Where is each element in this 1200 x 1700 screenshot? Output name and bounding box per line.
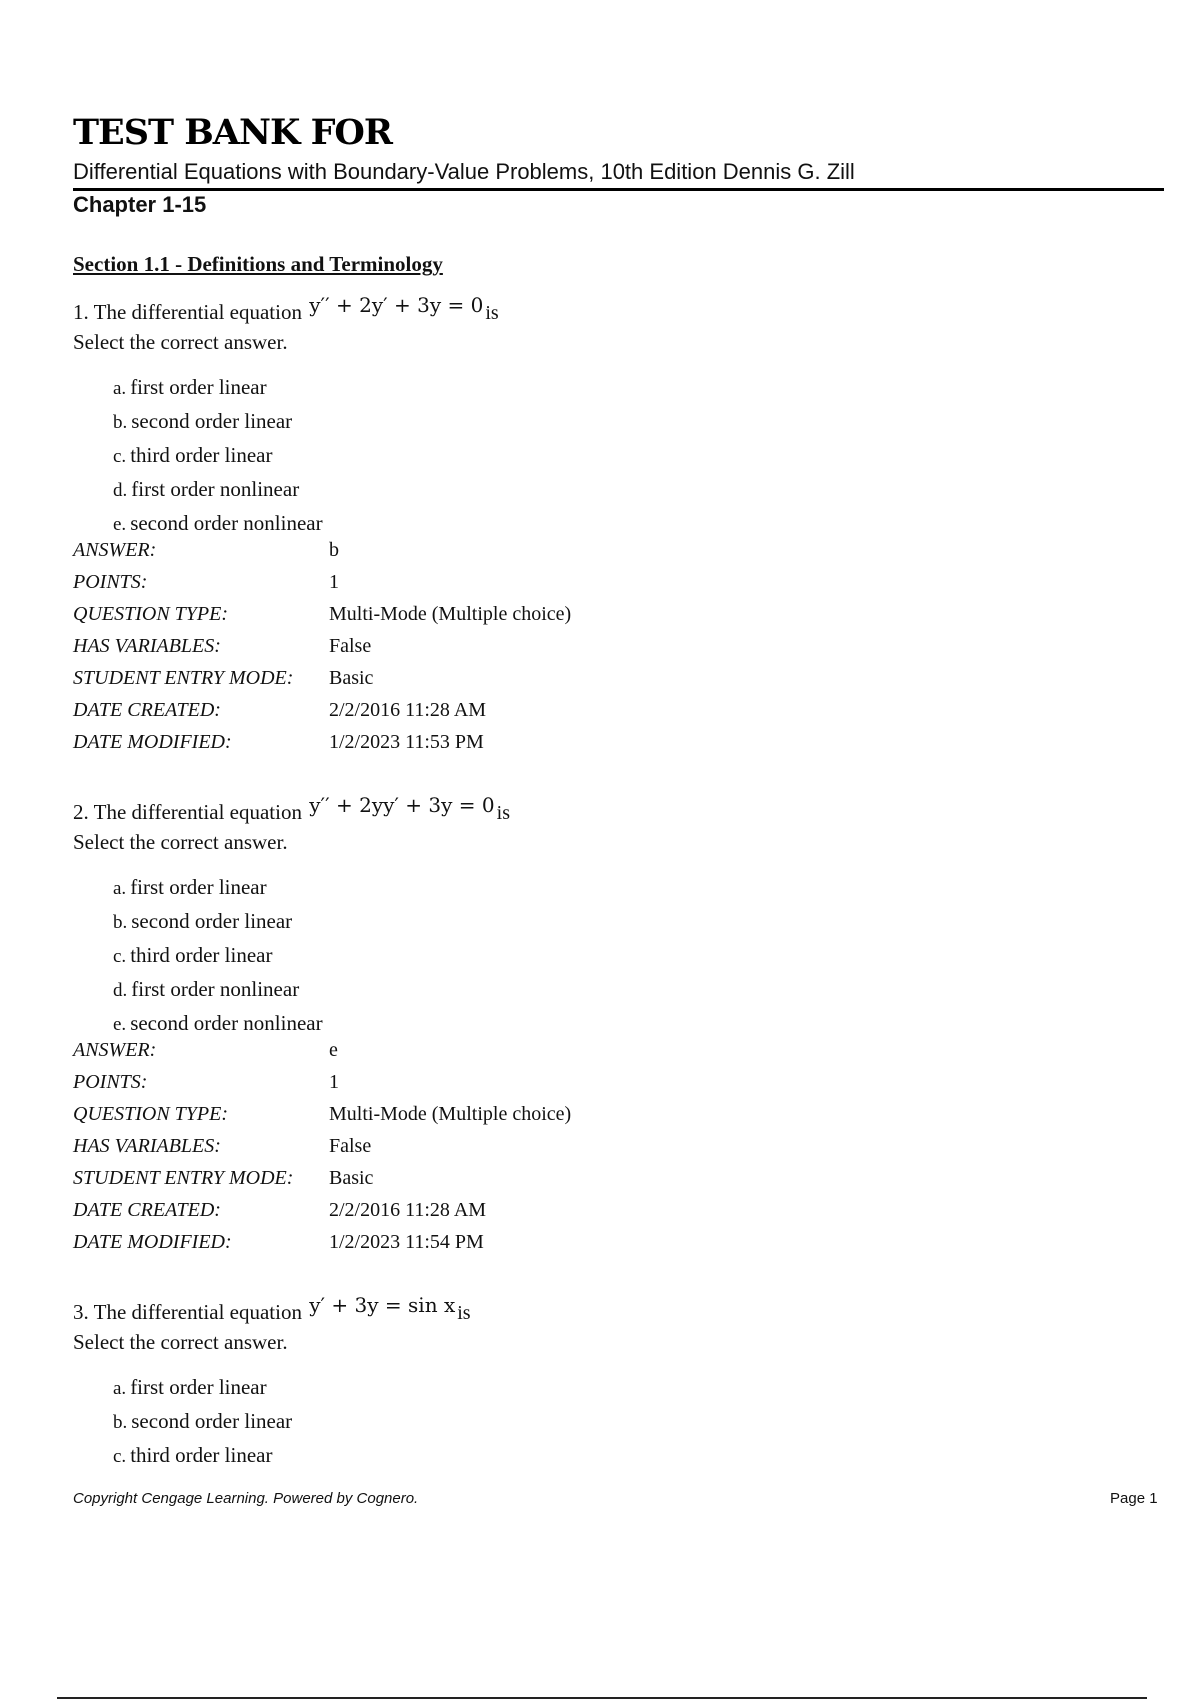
- question-stem: [73, 793, 1073, 830]
- option-letter: a.: [113, 378, 127, 399]
- meta-label: ANSWER:: [73, 539, 157, 561]
- question-1: [73, 293, 1073, 758]
- meta-date-modified: [73, 726, 1073, 758]
- option-text: second order nonlinear: [130, 511, 323, 535]
- option-letter: a.: [113, 1378, 127, 1399]
- meta-label: POINTS:: [73, 1071, 148, 1093]
- option-letter: e.: [113, 514, 127, 535]
- meta-label: ANSWER:: [73, 1039, 157, 1061]
- question-metadata: [73, 1034, 1073, 1258]
- meta-label: DATE CREATED:: [73, 699, 221, 721]
- document-title: TEST BANK FOR: [73, 112, 392, 153]
- option-text: first order nonlinear: [131, 977, 300, 1001]
- meta-value: 1/2/2023 11:54 PM: [329, 1231, 484, 1253]
- meta-date-created: [73, 694, 1073, 726]
- meta-label: POINTS:: [73, 571, 148, 593]
- option-text: first order linear: [130, 375, 267, 399]
- options-list: [113, 1370, 1073, 1472]
- bottom-rule: [57, 1697, 1147, 1699]
- option-letter: b.: [113, 1412, 128, 1433]
- meta-label: STUDENT ENTRY MODE:: [73, 1167, 294, 1189]
- question-2: [73, 793, 1073, 1258]
- meta-label: HAS VARIABLES:: [73, 1135, 221, 1157]
- option-text: third order linear: [130, 443, 273, 467]
- question-prompt: Select the correct answer.: [73, 830, 288, 854]
- meta-question-type: [73, 1098, 1073, 1130]
- question-suffix: is: [496, 802, 510, 824]
- question-stem: [73, 293, 1073, 330]
- option-letter: c.: [113, 1446, 127, 1467]
- question-text: 3. The differential equation: [73, 1300, 302, 1324]
- option-letter: d.: [113, 980, 128, 1001]
- meta-value: Multi-Mode (Multiple choice): [329, 1103, 572, 1125]
- equation: y′′ + 2y′ + 3y = 0: [309, 293, 484, 317]
- question-stem: [73, 1293, 1073, 1330]
- page-number: Page 1: [1110, 1490, 1158, 1507]
- option-letter: b.: [113, 912, 128, 933]
- options-list: [113, 870, 1073, 1040]
- meta-value: Multi-Mode (Multiple choice): [329, 603, 572, 625]
- meta-label: QUESTION TYPE:: [73, 1103, 229, 1125]
- meta-points: [73, 1066, 1073, 1098]
- question-metadata: [73, 534, 1073, 758]
- option-d: [113, 972, 1073, 1006]
- question-text: 2. The differential equation: [73, 800, 302, 824]
- option-b: [113, 1404, 1073, 1438]
- footer-copyright: Copyright Cengage Learning. Powered by Cognero.: [73, 1490, 419, 1507]
- option-b: [113, 404, 1073, 438]
- meta-label: DATE MODIFIED:: [73, 1231, 232, 1253]
- option-d: [113, 472, 1073, 506]
- option-b: [113, 904, 1073, 938]
- option-c: [113, 1438, 1073, 1472]
- meta-value: 1: [329, 1071, 339, 1093]
- meta-value: 2/2/2016 11:28 AM: [329, 699, 487, 721]
- option-c: [113, 438, 1073, 472]
- option-text: second order linear: [131, 409, 293, 433]
- meta-label: DATE CREATED:: [73, 1199, 221, 1221]
- option-text: second order linear: [131, 1409, 293, 1433]
- meta-label: DATE MODIFIED:: [73, 731, 232, 753]
- meta-points: [73, 566, 1073, 598]
- option-text: first order linear: [130, 875, 267, 899]
- option-text: third order linear: [130, 943, 273, 967]
- equation: y′′ + 2yy′ + 3y = 0: [309, 793, 495, 817]
- option-text: second order linear: [131, 909, 293, 933]
- meta-value: 1: [329, 571, 339, 593]
- header-rule: [73, 188, 1164, 191]
- meta-value: 1/2/2023 11:53 PM: [329, 731, 484, 753]
- option-text: first order nonlinear: [131, 477, 300, 501]
- section-heading: Section 1.1 - Definitions and Terminology: [73, 252, 443, 276]
- chapter-label: Chapter 1-15: [73, 192, 207, 217]
- meta-value: False: [329, 635, 372, 657]
- equation: y′ + 3y = sin x: [309, 1293, 456, 1317]
- meta-date-modified: [73, 1226, 1073, 1258]
- question-3: [73, 1293, 1073, 1472]
- meta-date-created: [73, 1194, 1073, 1226]
- option-letter: a.: [113, 878, 127, 899]
- option-letter: c.: [113, 946, 127, 967]
- option-a: [113, 370, 1073, 404]
- meta-student-entry-mode: [73, 1162, 1073, 1194]
- meta-question-type: [73, 598, 1073, 630]
- question-prompt: Select the correct answer.: [73, 1330, 288, 1354]
- option-letter: b.: [113, 412, 128, 433]
- option-text: third order linear: [130, 1443, 273, 1467]
- meta-answer: [73, 534, 1073, 566]
- option-text: first order linear: [130, 1375, 267, 1399]
- option-text: second order nonlinear: [130, 1011, 323, 1035]
- document-subtitle: Differential Equations with Boundary-Value Problems, 10th Edition Dennis G. Zill: [73, 159, 855, 184]
- option-c: [113, 938, 1073, 972]
- meta-value: b: [329, 539, 339, 561]
- meta-student-entry-mode: [73, 662, 1073, 694]
- meta-has-variables: [73, 1130, 1073, 1162]
- meta-value: 2/2/2016 11:28 AM: [329, 1199, 487, 1221]
- option-a: [113, 870, 1073, 904]
- option-letter: c.: [113, 446, 127, 467]
- question-prompt: Select the correct answer.: [73, 330, 288, 354]
- options-list: [113, 370, 1073, 540]
- option-letter: e.: [113, 1014, 127, 1035]
- meta-value: Basic: [329, 1167, 374, 1189]
- meta-value: Basic: [329, 667, 374, 689]
- option-a: [113, 1370, 1073, 1404]
- meta-answer: [73, 1034, 1073, 1066]
- option-letter: d.: [113, 480, 128, 501]
- question-suffix: is: [457, 1302, 471, 1324]
- question-text: 1. The differential equation: [73, 300, 302, 324]
- meta-has-variables: [73, 630, 1073, 662]
- meta-label: STUDENT ENTRY MODE:: [73, 667, 294, 689]
- meta-label: QUESTION TYPE:: [73, 603, 229, 625]
- meta-label: HAS VARIABLES:: [73, 635, 221, 657]
- meta-value: False: [329, 1135, 372, 1157]
- meta-value: e: [329, 1039, 338, 1061]
- question-suffix: is: [485, 302, 499, 324]
